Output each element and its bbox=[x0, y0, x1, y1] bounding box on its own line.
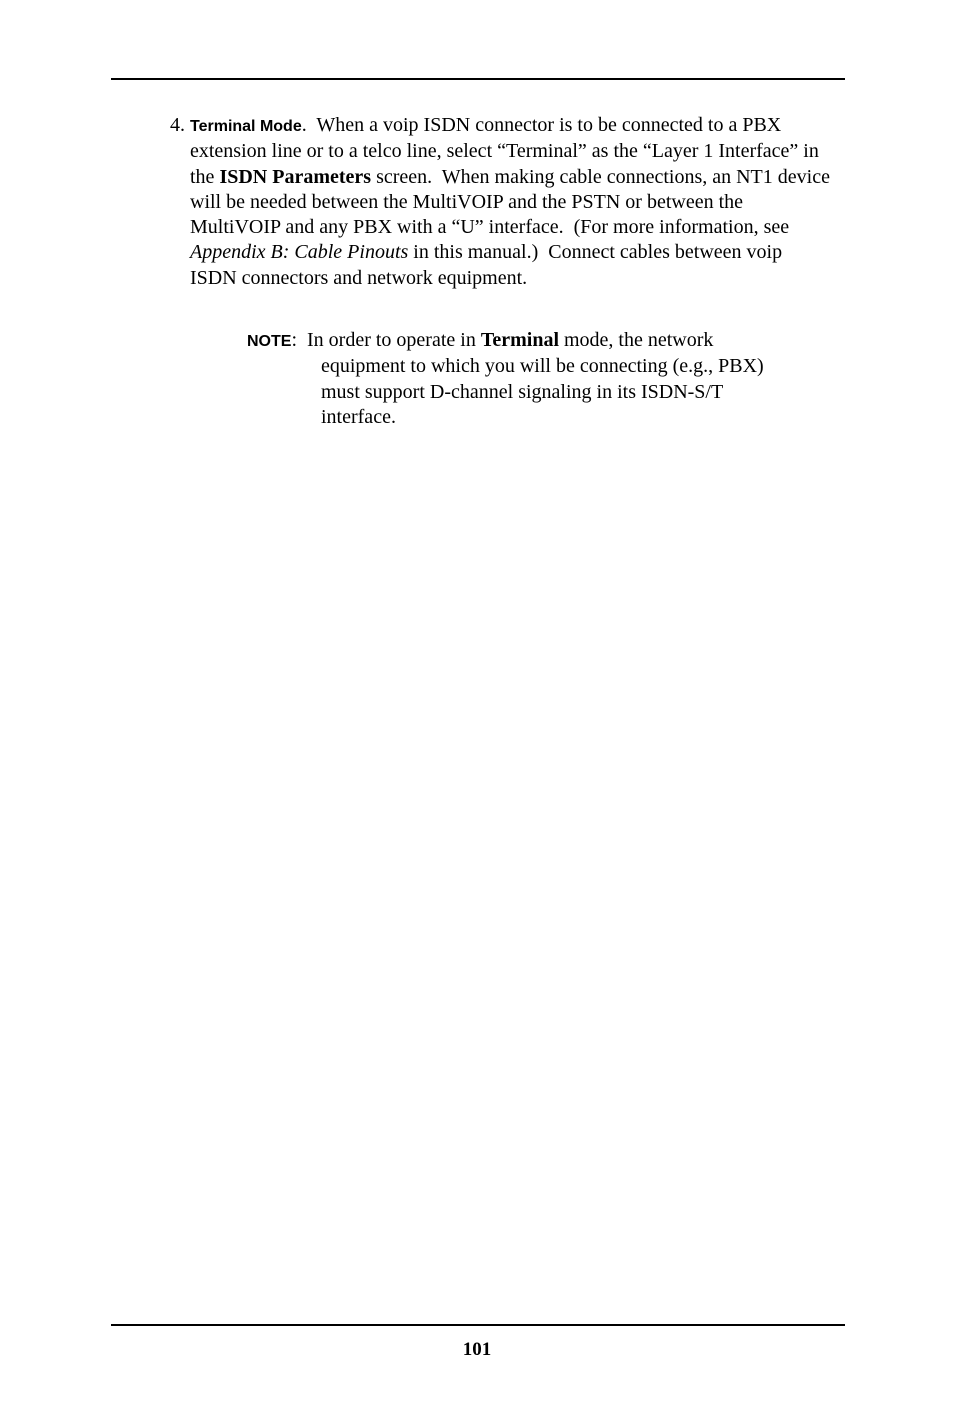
step-paragraph bbox=[190, 113, 835, 291]
step-text-1: When a voip ISDN connector is to be connected to a PBX extension line or to a telco line, select “Terminal” as the “Layer 1 Interface” in the bbox=[190, 114, 824, 188]
step-heading: Terminal Mode bbox=[190, 118, 302, 135]
note-label-punct: : bbox=[291, 329, 298, 351]
step-heading-punct: . bbox=[301, 114, 307, 136]
appendix-reference: Appendix B: Cable Pinouts bbox=[190, 241, 409, 264]
step-text-3: in this manual.) Connect cables between voip ISDN connectors and network equipment. bbox=[190, 241, 788, 289]
footer-rule bbox=[111, 1324, 845, 1326]
step-number: 4. bbox=[170, 114, 185, 136]
page-number: 101 bbox=[462, 1339, 492, 1360]
note-text-1: In order to operate in bbox=[297, 329, 481, 351]
header-rule bbox=[111, 78, 845, 80]
note-label: NOTE bbox=[247, 333, 292, 350]
note-paragraph bbox=[247, 328, 787, 430]
isdn-parameters-term: ISDN Parameters bbox=[219, 165, 372, 188]
step-text-2: screen. When making cable connections, an NT1 device will be needed between the MultiVOIP and the PSTN or between the MultiVOIP and any PBX with a “U” interface. (For more information, see bbox=[190, 165, 835, 239]
terminal-term: Terminal bbox=[480, 329, 559, 351]
note-text-2: mode, the network equipment to which you will be connecting (e.g., PBX) must support D-channel signaling in its ISDN-S/T interface. bbox=[321, 329, 769, 428]
note-block bbox=[247, 328, 787, 430]
numbered-step bbox=[170, 113, 835, 291]
